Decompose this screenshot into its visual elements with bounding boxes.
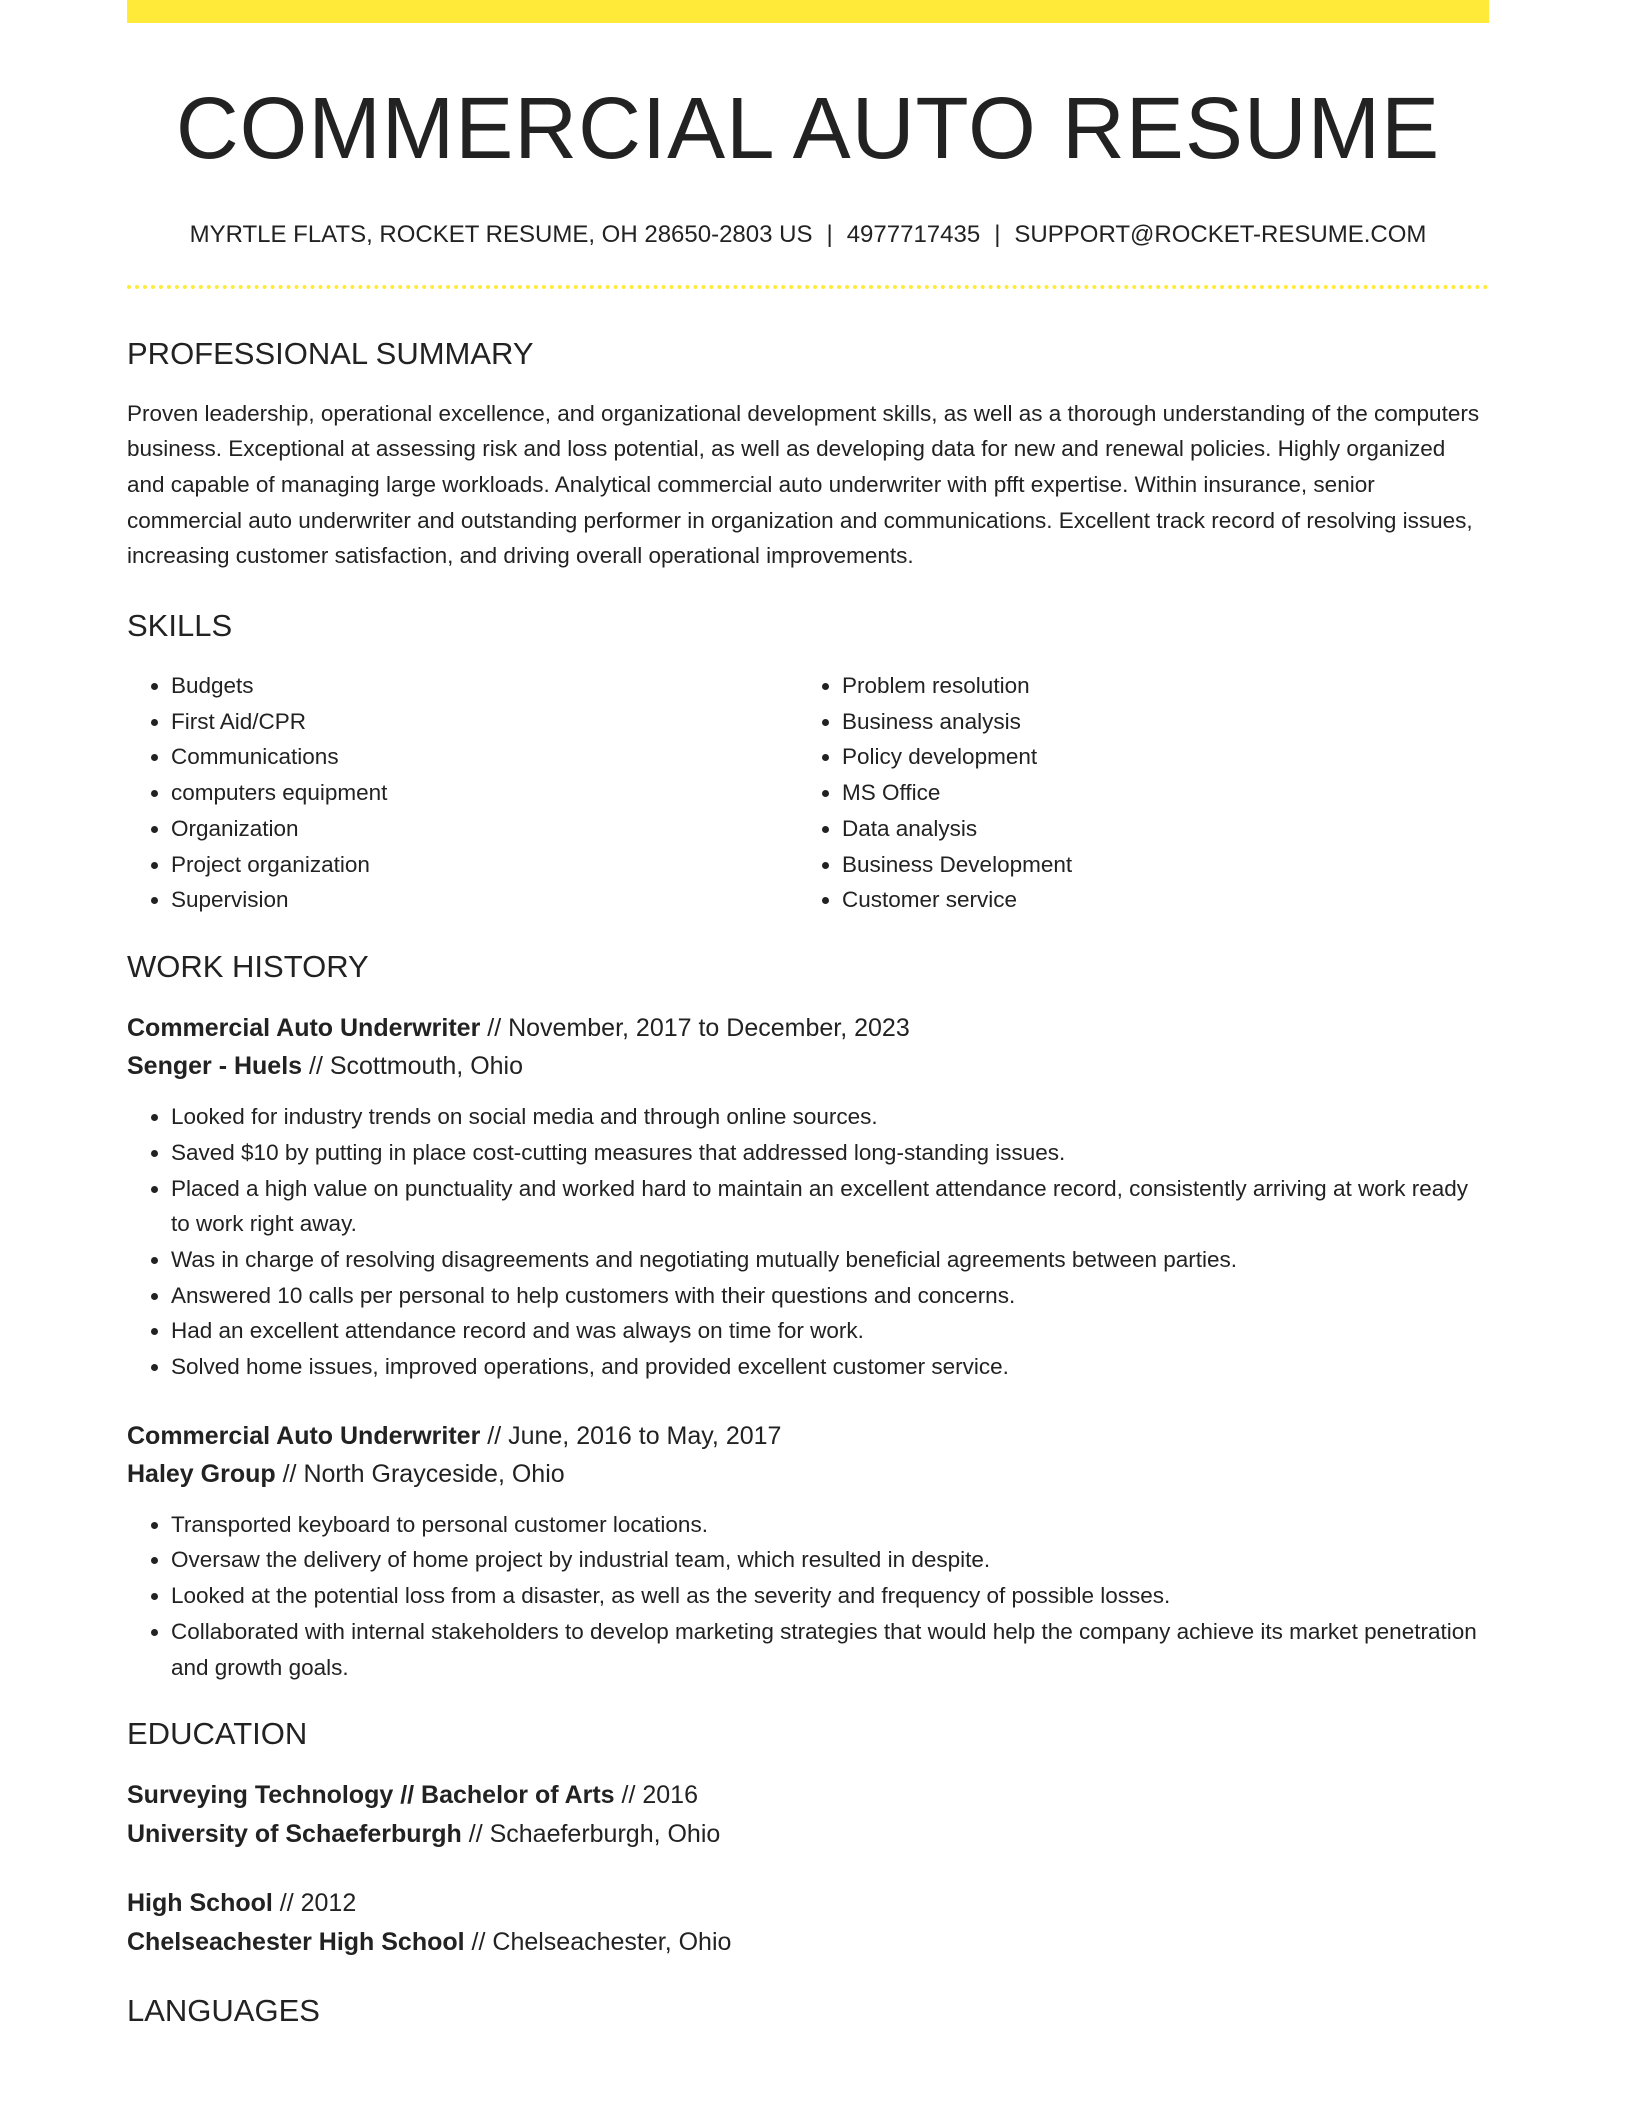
education-section <box>127 1715 1489 1962</box>
skill-item: • Project organization <box>171 847 798 883</box>
education-location: // Chelseachester, Ohio <box>464 1928 732 1957</box>
job-bullet: • Had an excellent attendance record and was always on time for work. <box>171 1313 1489 1349</box>
job-bullet: • Looked at the potential loss from a disaster, as well as the severity and frequency of possible losses. <box>171 1578 1489 1614</box>
job-title-line <box>127 1009 1489 1047</box>
contact-separator: | <box>994 220 1001 248</box>
summary-heading: PROFESSIONAL SUMMARY <box>127 335 534 371</box>
education-degree-line <box>127 1776 1489 1815</box>
job-company: Senger - Huels <box>127 1052 303 1081</box>
skill-item: • MS Office <box>842 775 1469 811</box>
skills-grid <box>127 668 1489 918</box>
education-degree: High School <box>127 1889 273 1918</box>
job-title-line <box>127 1417 1489 1455</box>
summary-section <box>127 335 1489 574</box>
accent-bar <box>127 0 1489 23</box>
skill-item: • First Aid/CPR <box>171 704 798 740</box>
job-bullet: • Placed a high value on punctuality and worked hard to maintain an excellent attendance record, consistently arriving at work ready to work right away. <box>171 1171 1489 1242</box>
contact-line <box>127 221 1489 249</box>
education-entry <box>127 1884 1489 1962</box>
job-title: Commercial Auto Underwriter <box>127 1014 481 1043</box>
job-title: Commercial Auto Underwriter <box>127 1421 481 1450</box>
job-bullet: • Oversaw the delivery of home project by industrial team, which resulted in despite. <box>171 1542 1489 1578</box>
education-degree: Surveying Technology // Bachelor of Arts <box>127 1781 615 1810</box>
skill-item: • Budgets <box>171 668 798 704</box>
languages-heading: LANGUAGES <box>127 1993 320 2029</box>
skill-item: • Policy development <box>842 739 1469 775</box>
education-school-line <box>127 1815 1489 1854</box>
education-location: // Schaeferburgh, Ohio <box>461 1820 721 1849</box>
job-bullet: • Saved $10 by putting in place cost-cutting measures that addressed long-standing issues. <box>171 1135 1489 1171</box>
education-year: // 2016 <box>614 1781 698 1810</box>
summary-text: Proven leadership, operational excellence, and organizational development skills, as well as a thorough understanding of the computers business. Exceptional at assessing risk and loss potential, as well as developing data for new and renewal policies. Highly organized and capable of managing large workloads. Analytical commercial auto underwriter with pfft expertise. Within insurance, senior commercial auto underwriter and outstanding performer in organization and communications. Excellent track record of resolving issues, increasing customer satisfaction, and driving overall operational improvements. <box>127 400 1480 569</box>
job-bullet: • Solved home issues, improved operations, and provided excellent customer service. <box>171 1349 1489 1385</box>
skill-item: • Customer service <box>842 882 1469 918</box>
skill-item: • Problem resolution <box>842 668 1469 704</box>
job-company: Haley Group <box>127 1459 276 1488</box>
education-entry <box>127 1776 1489 1854</box>
contact-address: MYRTLE FLATS, ROCKET RESUME, OH 28650-2803 US <box>189 220 813 248</box>
skills-heading: SKILLS <box>127 607 233 643</box>
education-school: Chelseachester High School <box>127 1928 465 1957</box>
skill-item: • Business analysis <box>842 704 1469 740</box>
skill-item: • Communications <box>171 739 798 775</box>
job-dates: // June, 2016 to May, 2017 <box>480 1421 782 1450</box>
dotted-divider <box>127 285 1489 289</box>
job-bullet: • Looked for industry trends on social media and through online sources. <box>171 1099 1489 1135</box>
resume-page <box>127 0 1489 2030</box>
job-dates: // November, 2017 to December, 2023 <box>480 1014 910 1043</box>
job-bullets <box>127 1507 1489 1686</box>
contact-email: SUPPORT@ROCKET-RESUME.COM <box>1014 220 1427 248</box>
skill-item: • Supervision <box>171 882 798 918</box>
contact-separator: | <box>826 220 833 248</box>
skills-list-left <box>127 668 798 918</box>
education-year: // 2012 <box>272 1889 357 1918</box>
job-bullet: • Collaborated with internal stakeholders to develop marketing strategies that would help the company achieve its market penetration and growth goals. <box>171 1614 1489 1685</box>
job-company-line <box>127 1455 1489 1493</box>
job-bullets <box>127 1099 1489 1385</box>
job-entry <box>127 1009 1489 1385</box>
job-bullet: • Was in charge of resolving disagreements and negotiating mutually beneficial agreements between parties. <box>171 1242 1489 1278</box>
resume-title: COMMERCIAL AUTO RESUME <box>175 80 1441 177</box>
education-heading: EDUCATION <box>127 1716 308 1752</box>
skill-item: • computers equipment <box>171 775 798 811</box>
job-bullet: • Answered 10 calls per personal to help customers with their questions and concerns. <box>171 1278 1489 1314</box>
skills-section <box>127 607 1489 918</box>
work-history-section <box>127 948 1489 1685</box>
job-location: // North Grayceside, Ohio <box>275 1459 565 1488</box>
job-company-line <box>127 1047 1489 1085</box>
job-entry <box>127 1417 1489 1686</box>
skill-item: • Business Development <box>842 847 1469 883</box>
education-school: University of Schaeferburgh <box>127 1820 462 1849</box>
education-degree-line <box>127 1884 1489 1923</box>
skill-item: • Organization <box>171 811 798 847</box>
languages-section <box>127 1992 1489 2029</box>
job-location: // Scottmouth, Ohio <box>302 1052 523 1081</box>
work-history-heading: WORK HISTORY <box>127 948 369 984</box>
skills-list-right <box>798 668 1469 918</box>
skill-item: • Data analysis <box>842 811 1469 847</box>
job-bullet: • Transported keyboard to personal customer locations. <box>171 1507 1489 1543</box>
education-school-line <box>127 1923 1489 1962</box>
contact-phone: 4977717435 <box>846 220 981 248</box>
